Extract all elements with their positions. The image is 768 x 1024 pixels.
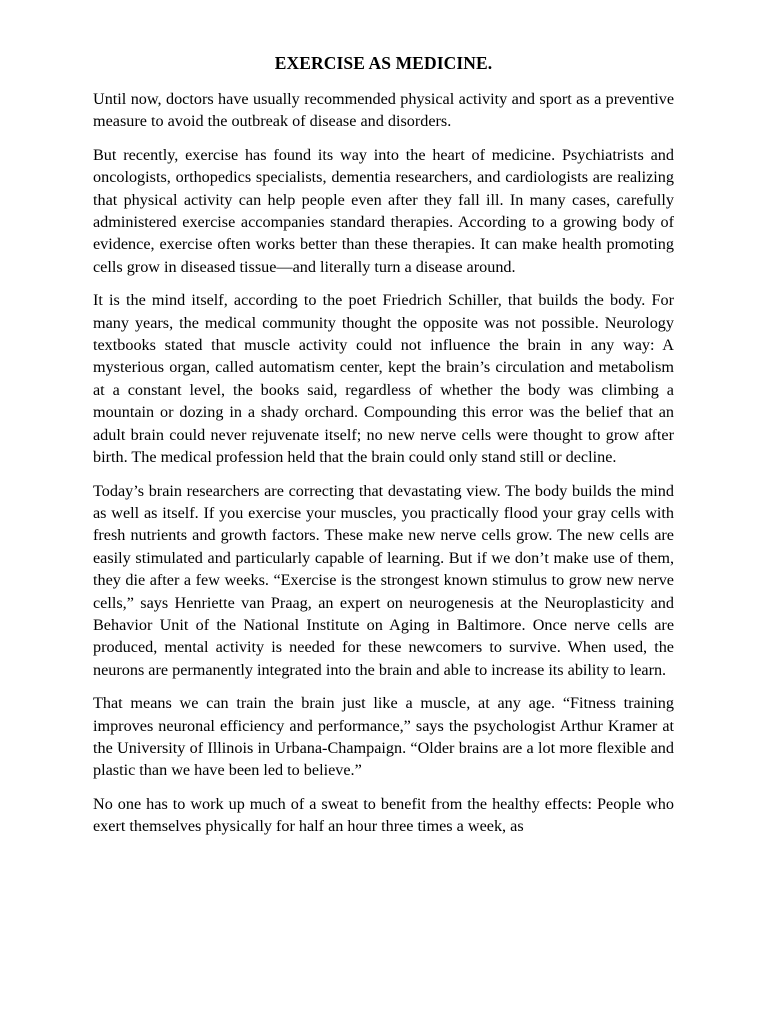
paragraph-6: No one has to work up much of a sweat to benefit from the healthy effects: People who exert themselves physically for half an hour three times a week, as xyxy=(93,794,674,836)
paragraph-4: Today’s brain researchers are correcting that devastating view. The body builds the mind as well as itself. If you exercise your muscles, you practically flood your gray cells with fresh nutrients and growth factors. These make new nerve cells grow. The new cells are easily stimulated and particularly capable of learning. But if we don’t make use of them, they die after a few weeks. “Exercise is the strongest known stimulus to grow new nerve cells,” says Henriette van Praag, an expert on neurogenesis at the Neuroplasticity and Behavior Unit of the National Institute on Aging in Baltimore. Once nerve cells are produced, mental activity is needed for these newcomers to survive. When used, the neurons are permanently integrated into the brain and able to increase its ability to learn. xyxy=(93,481,674,679)
paragraph-5: That means we can train the brain just like a muscle, at any age. “Fitness training improves neuronal efficiency and performance,” says the psychologist Arthur Kramer at the University of Illinois in Urbana-Champaign. “Older brains are a lot more flexible and plastic than we have been led to believe.” xyxy=(93,694,674,780)
paragraph-2: But recently, exercise has found its way into the heart of medicine. Psychiatrists and oncologists, orthopedics specialists, dementia researchers, and cardiologists are realizing that physical activity can help people even after they fall ill. In many cases, carefully administered exercise accompanies standard therapies. According to a growing body of evidence, exercise often works better than these therapies. It can make health promoting cells grow in diseased tissue—and literally turn a disease around. xyxy=(93,145,674,276)
document-body xyxy=(93,52,674,849)
document-title: EXERCISE AS MEDICINE. xyxy=(274,53,493,73)
paragraph-1: Until now, doctors have usually recommended physical activity and sport as a preventive measure to avoid the outbreak of disease and disorders. xyxy=(93,90,674,131)
paragraph-3: It is the mind itself, according to the poet Friedrich Schiller, that builds the body. For many years, the medical community thought the opposite was not possible. Neurology textbooks stated that muscle activity could not influence the brain in any way: A mysterious organ, called automatism center, kept the brain’s circulation and metabolism at a constant level, the books said, regardless of whether the body was climbing a mountain or dozing in a shady orchard. Compounding this error was the belief that an adult brain could never rejuvenate itself; no new nerve cells were thought to grow after birth. The medical profession held that the brain could only stand still or decline. xyxy=(93,291,674,467)
